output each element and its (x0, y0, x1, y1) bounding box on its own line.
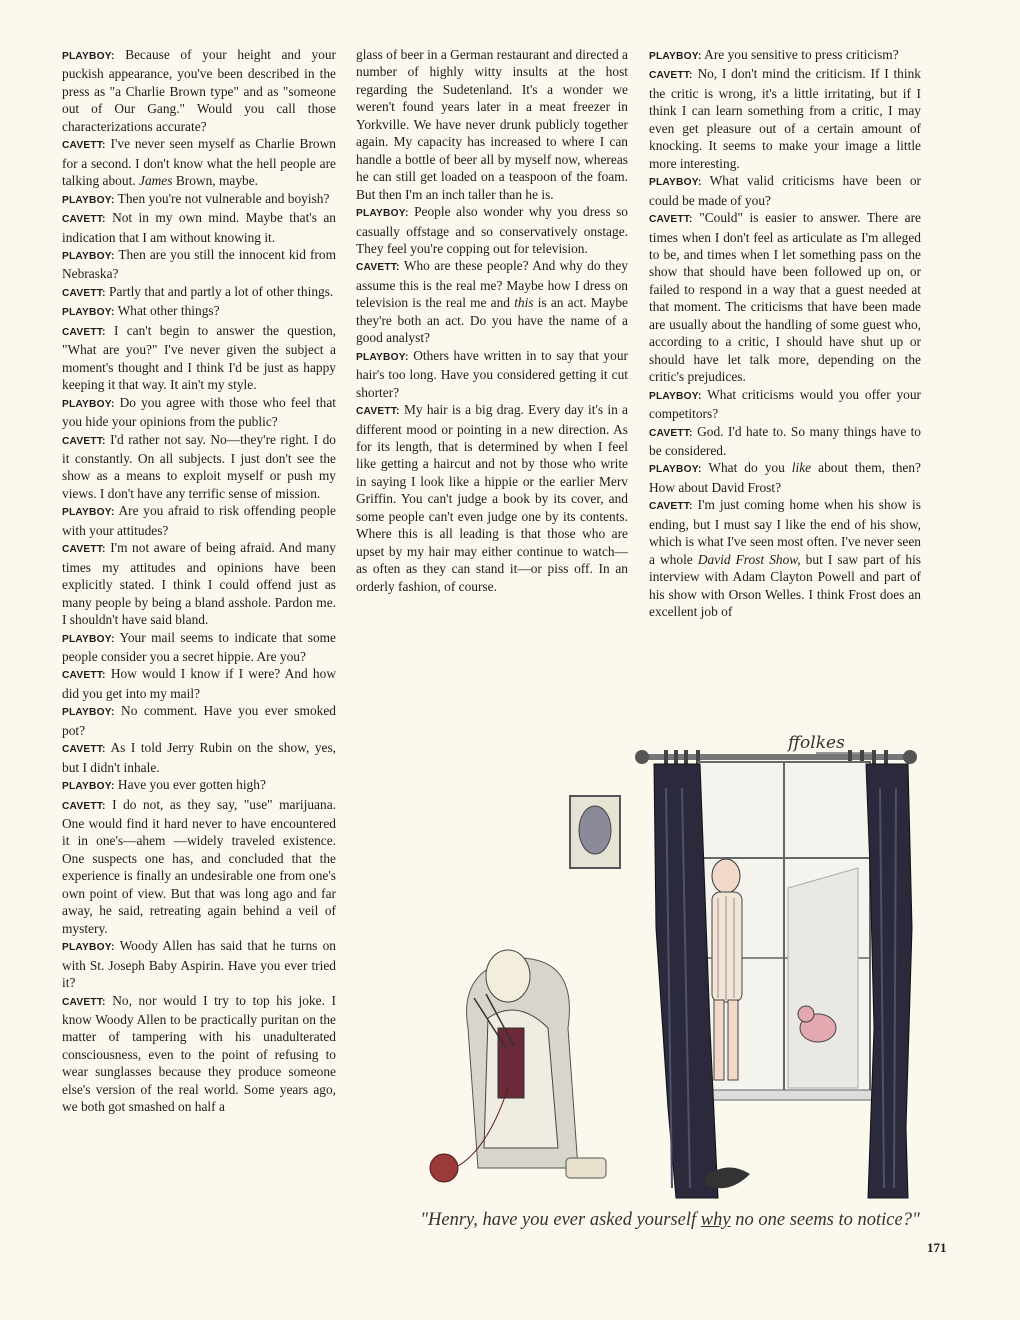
interview-paragraph (62, 629, 336, 666)
speaker-label: CAVETT: (62, 800, 106, 812)
speaker-label: PLAYBOY: (649, 177, 702, 189)
paragraph-text: I've never seen myself as Charlie Brown for a second. I don't know what the hell people are talking about. (62, 136, 336, 189)
speaker-label: CAVETT: (649, 70, 693, 82)
caption-emphasis: why (700, 1210, 731, 1230)
interview-paragraph (356, 401, 628, 595)
emphasis-text: David Frost Show, (697, 551, 801, 567)
interview-paragraph (62, 135, 336, 189)
speaker-label: CAVETT: (62, 214, 106, 226)
paragraph-text: What other things? (117, 303, 220, 319)
speaker-label: CAVETT: (62, 326, 106, 338)
paragraph-text: I'm not aware of being afraid. And many times my attitudes and opinions have been explicitly stated. I think I could offend just as many people by being a bland asshole. Pardon me. I shouldn't have said bland. (62, 540, 336, 628)
interview-paragraph (62, 209, 336, 246)
speaker-label: CAVETT: (649, 501, 693, 513)
right-curtain (866, 764, 912, 1198)
speaker-label: PLAYBOY: (62, 781, 115, 793)
woman-figure (467, 950, 578, 1168)
paragraph-text-tail: Brown, maybe. (175, 173, 259, 189)
speaker-label: PLAYBOY: (62, 398, 115, 410)
paragraph-text: Partly that and partly a lot of other things. (109, 283, 334, 299)
speaker-label: CAVETT: (356, 406, 400, 418)
interview-paragraph (62, 190, 336, 209)
interview-paragraph (62, 665, 336, 702)
interview-paragraph (62, 937, 336, 991)
emphasis-text: like (791, 460, 812, 476)
paragraph-text: What do you (708, 460, 785, 476)
interview-paragraph (62, 46, 336, 135)
interview-paragraph (649, 496, 921, 620)
speaker-label: CAVETT: (62, 996, 106, 1008)
paragraph-text: "Could" is easier to answer. There are times when I don't feel as articulate as I'm alleged to be, and times when I let something pass on the show that should have been followed up on, or failed to respond in a way that a guest needed at that moment. The criticisms that have been made are usually about the handling of some guest who, according to a critic, I should have shut up or should have let talk more, depending on the critic's prejudices. (649, 210, 921, 385)
speaker-label: CAVETT: (62, 744, 106, 756)
interview-paragraph (62, 322, 336, 394)
text-column-3 (649, 46, 921, 621)
paragraph-text: Then are you still the innocent kid from Nebraska? (62, 246, 336, 282)
speaker-label: PLAYBOY: (62, 194, 115, 206)
paragraph-text: Are you sensitive to press criticism? (704, 47, 899, 62)
paragraph-text-tail: is an act. Maybe they're both an act. Do you have the name of a good analyst? (356, 295, 628, 346)
paragraph-text-tail: but I saw part of his interview with Adam Clayton Powell and part of his show with Orson Welles. I think Frost does an excellent job of (649, 551, 922, 620)
cartoon-illustration (428, 728, 948, 1206)
paragraph-text: Your mail seems to indicate that some people consider you a secret hippie. Are you? (62, 629, 336, 664)
interview-paragraph (649, 209, 921, 386)
interview-paragraph (62, 502, 336, 539)
speaker-label: PLAYBOY: (649, 51, 702, 62)
interview-paragraph (62, 702, 336, 739)
paragraph-text: glass of beer in a German restaurant and directed a number of highly witty insults at the host regarding the Sudetenland. It's a wonder we weren't found years later in a meat freezer in Yorkville. We have never drunk publicly together again. My capacity has increased to where I can handle a bottle of beer all by myself now, whereas he can still get loaded on a teaspoon of the foam. But then I'm an inch taller than he is. (356, 47, 628, 202)
interview-paragraph (649, 172, 921, 209)
paragraph-text: Not in my own mind. Maybe that's an indication that I am without knowing it. (62, 210, 336, 245)
paragraph-text: No, nor would I try to top his joke. I know Woody Allen to be practically puritan on the matter of tampering with his unadulterated consciousness, even to the point of refusing to wear sunglasses because they produce someone else's version of the real world. Some years ago, we both got smashed on half a (62, 992, 336, 1115)
paragraph-text-tail: about them, then? How about David Frost? (649, 460, 921, 495)
interview-paragraph (356, 203, 628, 257)
paragraph-text: Because of your height and your puckish appearance, you've been described in the press as "a Charlie Brown type" and as "someone out of Our Gang." Would you call those characterizations accurate? (62, 47, 336, 134)
cartoon-caption: "Henry, have you ever asked yourself why no one seems to notice?" (420, 1210, 920, 1230)
paragraph-text: I can't begin to answer the question, "What are you?" I've never given the subject a moment's thought and I think I'd be just as happy keeping it that way. It ain't my style. (62, 322, 336, 393)
interview-paragraph (62, 431, 336, 503)
page-number: 171 (927, 1240, 947, 1255)
interview-paragraph (649, 65, 921, 172)
interview-paragraph (356, 46, 628, 203)
paragraph-text: I'm just coming home when his show is ending, but I must say I like the end of his show, which is what I've seen most often. I've never seen a whole (649, 497, 921, 567)
interview-paragraph (649, 423, 921, 460)
speaker-label: CAVETT: (62, 544, 106, 556)
interview-paragraph (62, 992, 336, 1116)
interview-paragraph (649, 46, 921, 65)
wall-portrait (570, 796, 620, 868)
paragraph-text: My hair is a big drag. Every day it's in a different mood or pointing in a new direction. As for its length, that is determined by when I feel like getting a haircut and not by those who write in saying I look like a hippie or the earlier Merv Griffin. You can't judge a book by its cover, and some people can't even judge one by its contents. Where this is all leading is that those who are upset by my hair may either continue to watch—as often as they can stand it—or piss off. In an orderly fashion, of course. (356, 402, 628, 594)
interview-paragraph (62, 302, 336, 321)
cartoon-signature: ffolkes (788, 733, 845, 753)
speaker-label: CAVETT: (62, 670, 106, 682)
interview-paragraph (62, 796, 336, 938)
yarn-ball (430, 1154, 458, 1182)
paragraph-text: God. I'd hate to. So many things have to be considered. (649, 423, 921, 458)
speaker-label: CAVETT: (62, 140, 106, 152)
paragraph-text: Have you ever gotten high? (117, 777, 266, 793)
speaker-label: PLAYBOY: (356, 208, 409, 220)
paragraph-text: Others have written in to say that your hair's too long. Have you considered getting it cut shorter? (356, 347, 628, 400)
speaker-label: PLAYBOY: (62, 307, 115, 319)
speaker-label: PLAYBOY: (62, 250, 115, 262)
paragraph-text: I do not, as they say, "use" marijuana. One would find it hard never to have encountered it in one's—ahem —widely traveled existence. One suspects one has, and concluded that the experience is finally an undesirable one from one's own point of view. But that was long ago and far away, he said, retreating again behind a veil of mystery. (62, 796, 336, 936)
interview-paragraph (62, 394, 336, 431)
paragraph-text: No comment. Have you ever smoked pot? (62, 703, 336, 738)
knitting-basket (566, 1158, 606, 1178)
paragraph-text: How would I know if I were? And how did you get into my mail? (62, 666, 336, 701)
interview-paragraph (62, 283, 336, 302)
speaker-label: PLAYBOY: (356, 351, 409, 363)
interview-paragraph (62, 739, 336, 776)
interview-paragraph (356, 347, 628, 401)
interview-paragraph (356, 257, 628, 346)
speaker-label: PLAYBOY: (62, 507, 115, 519)
text-column-1 (62, 46, 336, 1116)
paragraph-text: People also wonder why you dress so casually offstage and so conservatively onstage. They feel you're copping out for television. (356, 204, 628, 256)
paragraph-text: What valid criticisms have been or could be made of you? (649, 173, 921, 208)
speaker-label: PLAYBOY: (649, 390, 702, 402)
interview-paragraph (62, 539, 336, 628)
interview-paragraph (62, 246, 336, 283)
interview-paragraph (649, 386, 921, 423)
emphasis-text: this (514, 295, 534, 311)
speaker-label: CAVETT: (649, 214, 693, 226)
paragraph-text: Who are these people? And why do they assume this is the real me? Maybe how I dress on television is the real me and (356, 258, 628, 311)
speaker-label: CAVETT: (356, 262, 400, 274)
speaker-label: PLAYBOY: (62, 707, 115, 719)
text-column-2 (356, 46, 628, 595)
speaker-label: PLAYBOY: (62, 633, 115, 645)
interview-paragraph (649, 459, 921, 496)
paragraph-text: Woody Allen has said that he turns on with St. Joseph Baby Aspirin. Have you ever tried it? (62, 938, 336, 991)
speaker-label: PLAYBOY: (62, 51, 115, 62)
speaker-label: PLAYBOY: (649, 464, 702, 476)
speaker-label: CAVETT: (649, 427, 693, 439)
paragraph-text: Then you're not vulnerable and boyish? (117, 190, 330, 206)
speaker-label: CAVETT: (62, 287, 106, 299)
interview-paragraph (62, 776, 336, 795)
paragraph-text: As I told Jerry Rubin on the show, yes, but I didn't inhale. (62, 740, 337, 775)
paragraph-text: I'd rather not say. No—they're right. I do it constantly. On all subjects. I just don't see the show as a means to exploit myself or push my views. I don't have any terrific sense of mission. (62, 431, 336, 501)
paragraph-text: What criticisms would you offer your competitors? (649, 386, 922, 422)
speaker-label: PLAYBOY: (62, 942, 115, 954)
speaker-label: CAVETT: (62, 435, 106, 447)
paragraph-text: Do you agree with those who feel that you hide your opinions from the public? (62, 394, 336, 430)
paragraph-text: No, I don't mind the criticism. If I think the critic is wrong, it's a little irritating, but if I think I can learn something from a critic, I may even get pleasure out of a certain amount of knocking. It seems to make your image a little more interesting. (649, 66, 921, 171)
paragraph-text: Are you afraid to risk offending people with your attitudes? (62, 503, 336, 538)
emphasis-text: James (139, 173, 173, 189)
